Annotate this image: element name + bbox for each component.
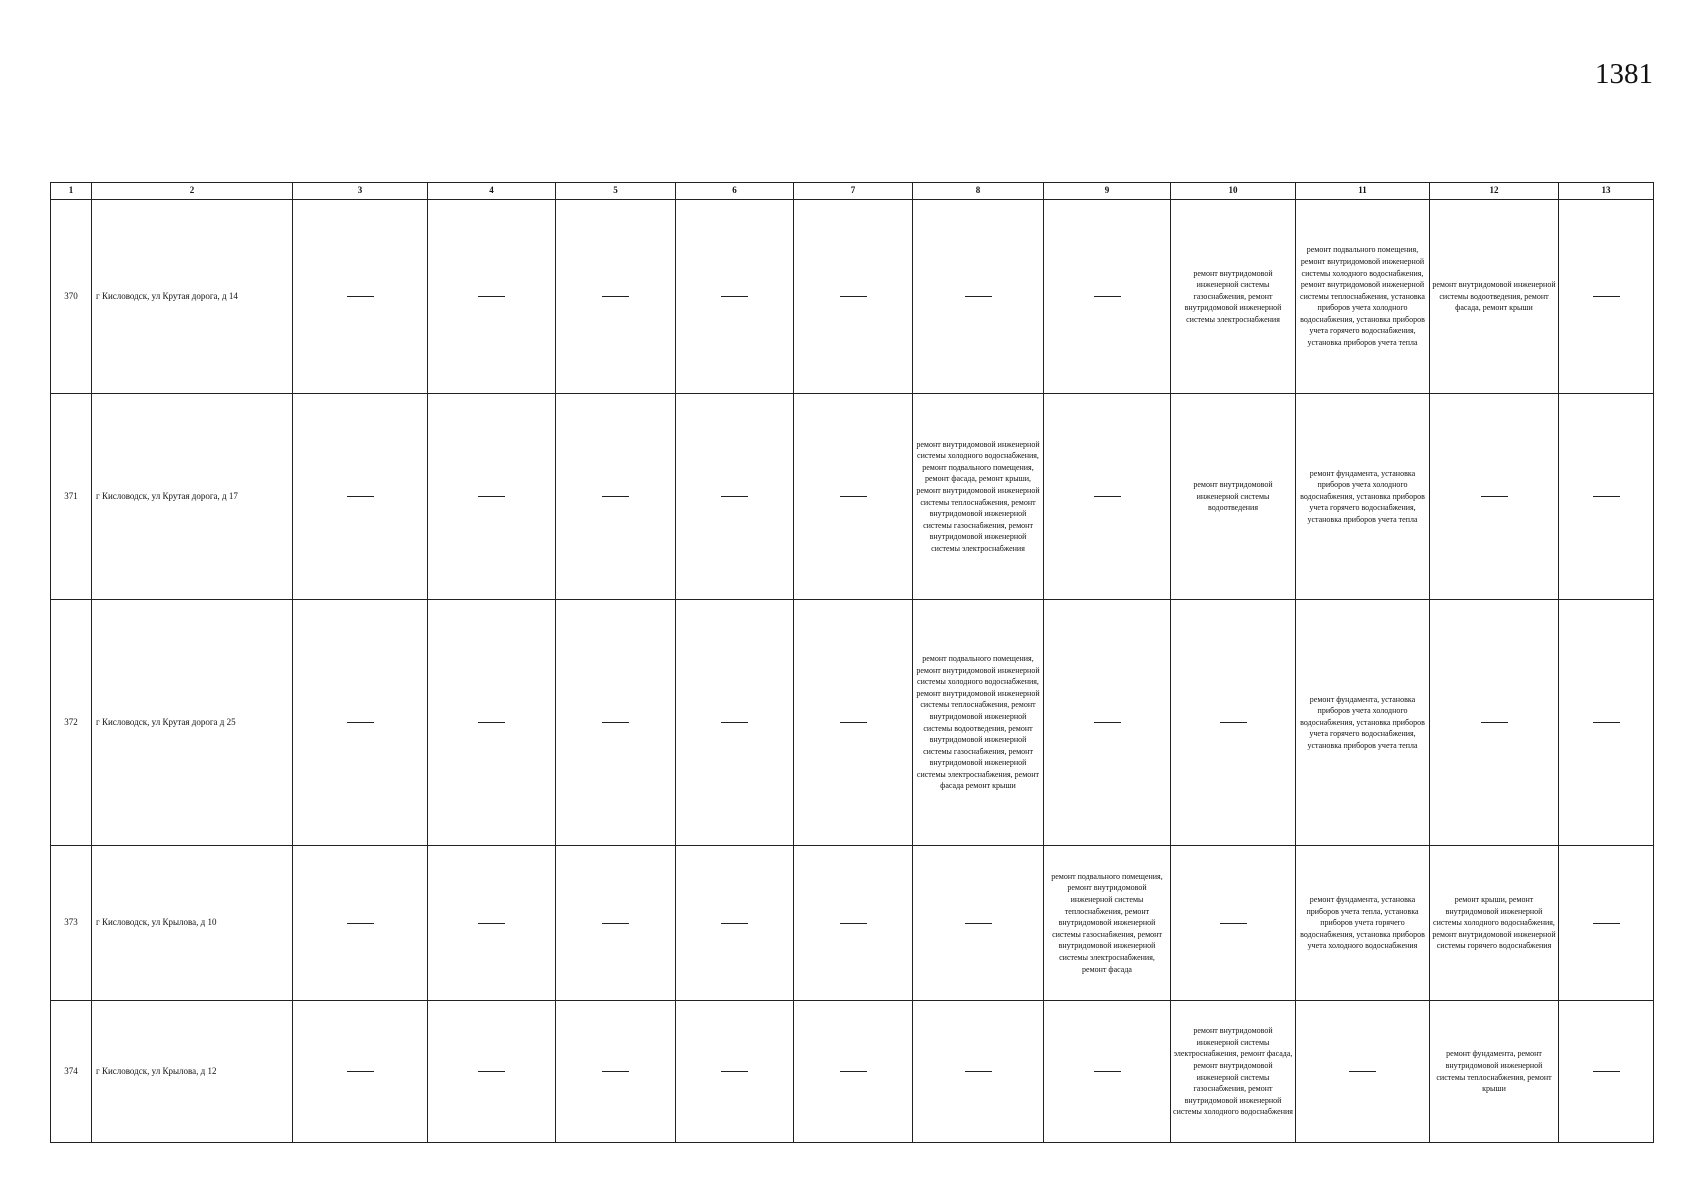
work-description-cell: ремонт внутридомовой инженерной системы водоотведения, ремонт фасада, ремонт крыши (1430, 200, 1559, 394)
empty-cell (794, 394, 913, 600)
dash-mark (602, 1071, 629, 1072)
empty-cell (794, 846, 913, 1001)
empty-cell (794, 1001, 913, 1143)
dash-mark (602, 296, 629, 297)
column-header: 10 (1171, 183, 1296, 200)
dash-mark (840, 722, 867, 723)
empty-cell (556, 200, 676, 394)
address-cell: г Кисловодск, ул Крутая дорога, д 14 (92, 200, 293, 394)
empty-cell (428, 394, 556, 600)
dash-mark (1220, 923, 1247, 924)
work-description-cell: ремонт крыши, ремонт внутридомовой инженерной системы холодного водоснабжения, ремонт внутридомовой инженерной системы горячего водоснабжения (1430, 846, 1559, 1001)
empty-cell (293, 600, 428, 846)
row-number: 370 (51, 200, 92, 394)
empty-cell (676, 846, 794, 1001)
empty-cell (676, 1001, 794, 1143)
address-cell: г Кисловодск, ул Крутая дорога д 25 (92, 600, 293, 846)
work-description-cell: ремонт внутридомовой инженерной системы газоснабжения, ремонт внутридомовой инженерной системы электроснабжения (1171, 200, 1296, 394)
dash-mark (1349, 1071, 1376, 1072)
dash-mark (1094, 496, 1121, 497)
empty-cell (1171, 846, 1296, 1001)
work-description-cell: ремонт фундамента, установка приборов учета холодного водоснабжения, установка приборов учета горячего водоснабжения, установка приборов учета тепла (1296, 600, 1430, 846)
dash-mark (347, 923, 374, 924)
column-header: 11 (1296, 183, 1430, 200)
empty-cell (428, 600, 556, 846)
dash-mark (721, 923, 748, 924)
dash-mark (347, 296, 374, 297)
empty-cell (556, 600, 676, 846)
dash-mark (721, 496, 748, 497)
column-header: 12 (1430, 183, 1559, 200)
dash-mark (721, 722, 748, 723)
column-header: 2 (92, 183, 293, 200)
dash-mark (721, 1071, 748, 1072)
empty-cell (676, 394, 794, 600)
dash-mark (1593, 923, 1620, 924)
row-number: 371 (51, 394, 92, 600)
dash-mark (478, 496, 505, 497)
empty-cell (1559, 600, 1654, 846)
dash-mark (602, 923, 629, 924)
column-number-row (51, 183, 1654, 200)
dash-mark (1481, 722, 1508, 723)
empty-cell (913, 200, 1044, 394)
empty-cell (794, 200, 913, 394)
dash-mark (965, 296, 992, 297)
work-description-cell: ремонт внутридомовой инженерной системы холодного водоснабжения, ремонт подвального помещения, ремонт фасада, ремонт крыши, ремонт внутридомовой инженерной системы теплоснабжения, ремонт внутридомовой инженерной системы газоснабжения, ремонт внутридомовой инженерной системы электроснабжения (913, 394, 1044, 600)
work-description-cell: ремонт подвального помещения, ремонт внутридомовой инженерной системы холодного водоснабжения, ремонт внутридомовой инженерной системы теплоснабжения, ремонт внутридомовой инженерной системы водоотведения, ремонт внутридомовой инженерной системы газоснабжения, ремонт внутридомовой инженерной системы электроснабжения, ремонт фасада ремонт крыши (913, 600, 1044, 846)
address-cell: г Кисловодск, ул Крылова, д 10 (92, 846, 293, 1001)
empty-cell (428, 846, 556, 1001)
dash-mark (840, 296, 867, 297)
repair-schedule-table (50, 182, 1654, 1143)
dash-mark (478, 296, 505, 297)
table-row (51, 1001, 1654, 1143)
dash-mark (1094, 1071, 1121, 1072)
empty-cell (1559, 394, 1654, 600)
empty-cell (556, 394, 676, 600)
empty-cell (1171, 600, 1296, 846)
dash-mark (1593, 722, 1620, 723)
empty-cell (1559, 1001, 1654, 1143)
work-description-cell: ремонт внутридомовой инженерной системы электроснабжения, ремонт фасада, ремонт внутридомовой инженерной системы газоснабжения, ремонт внутридомовой инженерной системы холодного водоснабжения (1171, 1001, 1296, 1143)
empty-cell (1430, 394, 1559, 600)
dash-mark (602, 722, 629, 723)
dash-mark (965, 923, 992, 924)
row-number: 374 (51, 1001, 92, 1143)
empty-cell (293, 200, 428, 394)
table-row (51, 600, 1654, 846)
empty-cell (556, 846, 676, 1001)
work-description-cell: ремонт подвального помещения, ремонт внутридомовой инженерной системы теплоснабжения, ремонт внутридомовой инженерной системы газоснабжения, ремонт внутридомовой инженерной системы электроснабжения, ремонт фасада (1044, 846, 1171, 1001)
dash-mark (347, 722, 374, 723)
dash-mark (347, 496, 374, 497)
dash-mark (721, 296, 748, 297)
empty-cell (293, 1001, 428, 1143)
dash-mark (1220, 722, 1247, 723)
column-header: 6 (676, 183, 794, 200)
dash-mark (840, 496, 867, 497)
table-row (51, 200, 1654, 394)
dash-mark (840, 1071, 867, 1072)
empty-cell (676, 600, 794, 846)
empty-cell (676, 200, 794, 394)
dash-mark (1593, 1071, 1620, 1072)
empty-cell (1296, 1001, 1430, 1143)
dash-mark (840, 923, 867, 924)
column-header: 8 (913, 183, 1044, 200)
empty-cell (1559, 200, 1654, 394)
empty-cell (1559, 846, 1654, 1001)
empty-cell (1430, 600, 1559, 846)
dash-mark (478, 923, 505, 924)
empty-cell (428, 200, 556, 394)
empty-cell (1044, 200, 1171, 394)
empty-cell (556, 1001, 676, 1143)
column-header: 3 (293, 183, 428, 200)
column-header: 5 (556, 183, 676, 200)
empty-cell (794, 600, 913, 846)
column-header: 1 (51, 183, 92, 200)
dash-mark (1094, 722, 1121, 723)
dash-mark (1094, 296, 1121, 297)
empty-cell (293, 394, 428, 600)
empty-cell (1044, 394, 1171, 600)
work-description-cell: ремонт внутридомовой инженерной системы водоотведения (1171, 394, 1296, 600)
empty-cell (913, 1001, 1044, 1143)
empty-cell (1044, 600, 1171, 846)
work-description-cell: ремонт подвального помещения, ремонт внутридомовой инженерной системы холодного водоснабжения, ремонт внутридомовой инженерной системы теплоснабжения, установка приборов учета холодного водоснабжения, установка приборов учета горячего водоснабжения, установка приборов учета тепла (1296, 200, 1430, 394)
table-row (51, 846, 1654, 1001)
page-number: 1381 (1595, 58, 1653, 90)
address-cell: г Кисловодск, ул Крутая дорога, д 17 (92, 394, 293, 600)
column-header: 4 (428, 183, 556, 200)
dash-mark (1593, 496, 1620, 497)
dash-mark (965, 1071, 992, 1072)
empty-cell (428, 1001, 556, 1143)
dash-mark (347, 1071, 374, 1072)
work-description-cell: ремонт фундамента, установка приборов учета холодного водоснабжения, установка приборов учета горячего водоснабжения, установка приборов учета тепла (1296, 394, 1430, 600)
dash-mark (1593, 296, 1620, 297)
empty-cell (1044, 1001, 1171, 1143)
work-description-cell: ремонт фундамента, ремонт внутридомовой инженерной системы теплоснабжения, ремонт крыши (1430, 1001, 1559, 1143)
row-number: 373 (51, 846, 92, 1001)
column-header: 9 (1044, 183, 1171, 200)
dash-mark (602, 496, 629, 497)
row-number: 372 (51, 600, 92, 846)
dash-mark (478, 1071, 505, 1072)
empty-cell (293, 846, 428, 1001)
column-header: 7 (794, 183, 913, 200)
dash-mark (1481, 496, 1508, 497)
column-header: 13 (1559, 183, 1654, 200)
empty-cell (913, 846, 1044, 1001)
table-row (51, 394, 1654, 600)
work-description-cell: ремонт фундамента, установка приборов учета тепла, установка приборов учета горячего водоснабжения, установка приборов учета холодного водоснабжения (1296, 846, 1430, 1001)
dash-mark (478, 722, 505, 723)
address-cell: г Кисловодск, ул Крылова, д 12 (92, 1001, 293, 1143)
